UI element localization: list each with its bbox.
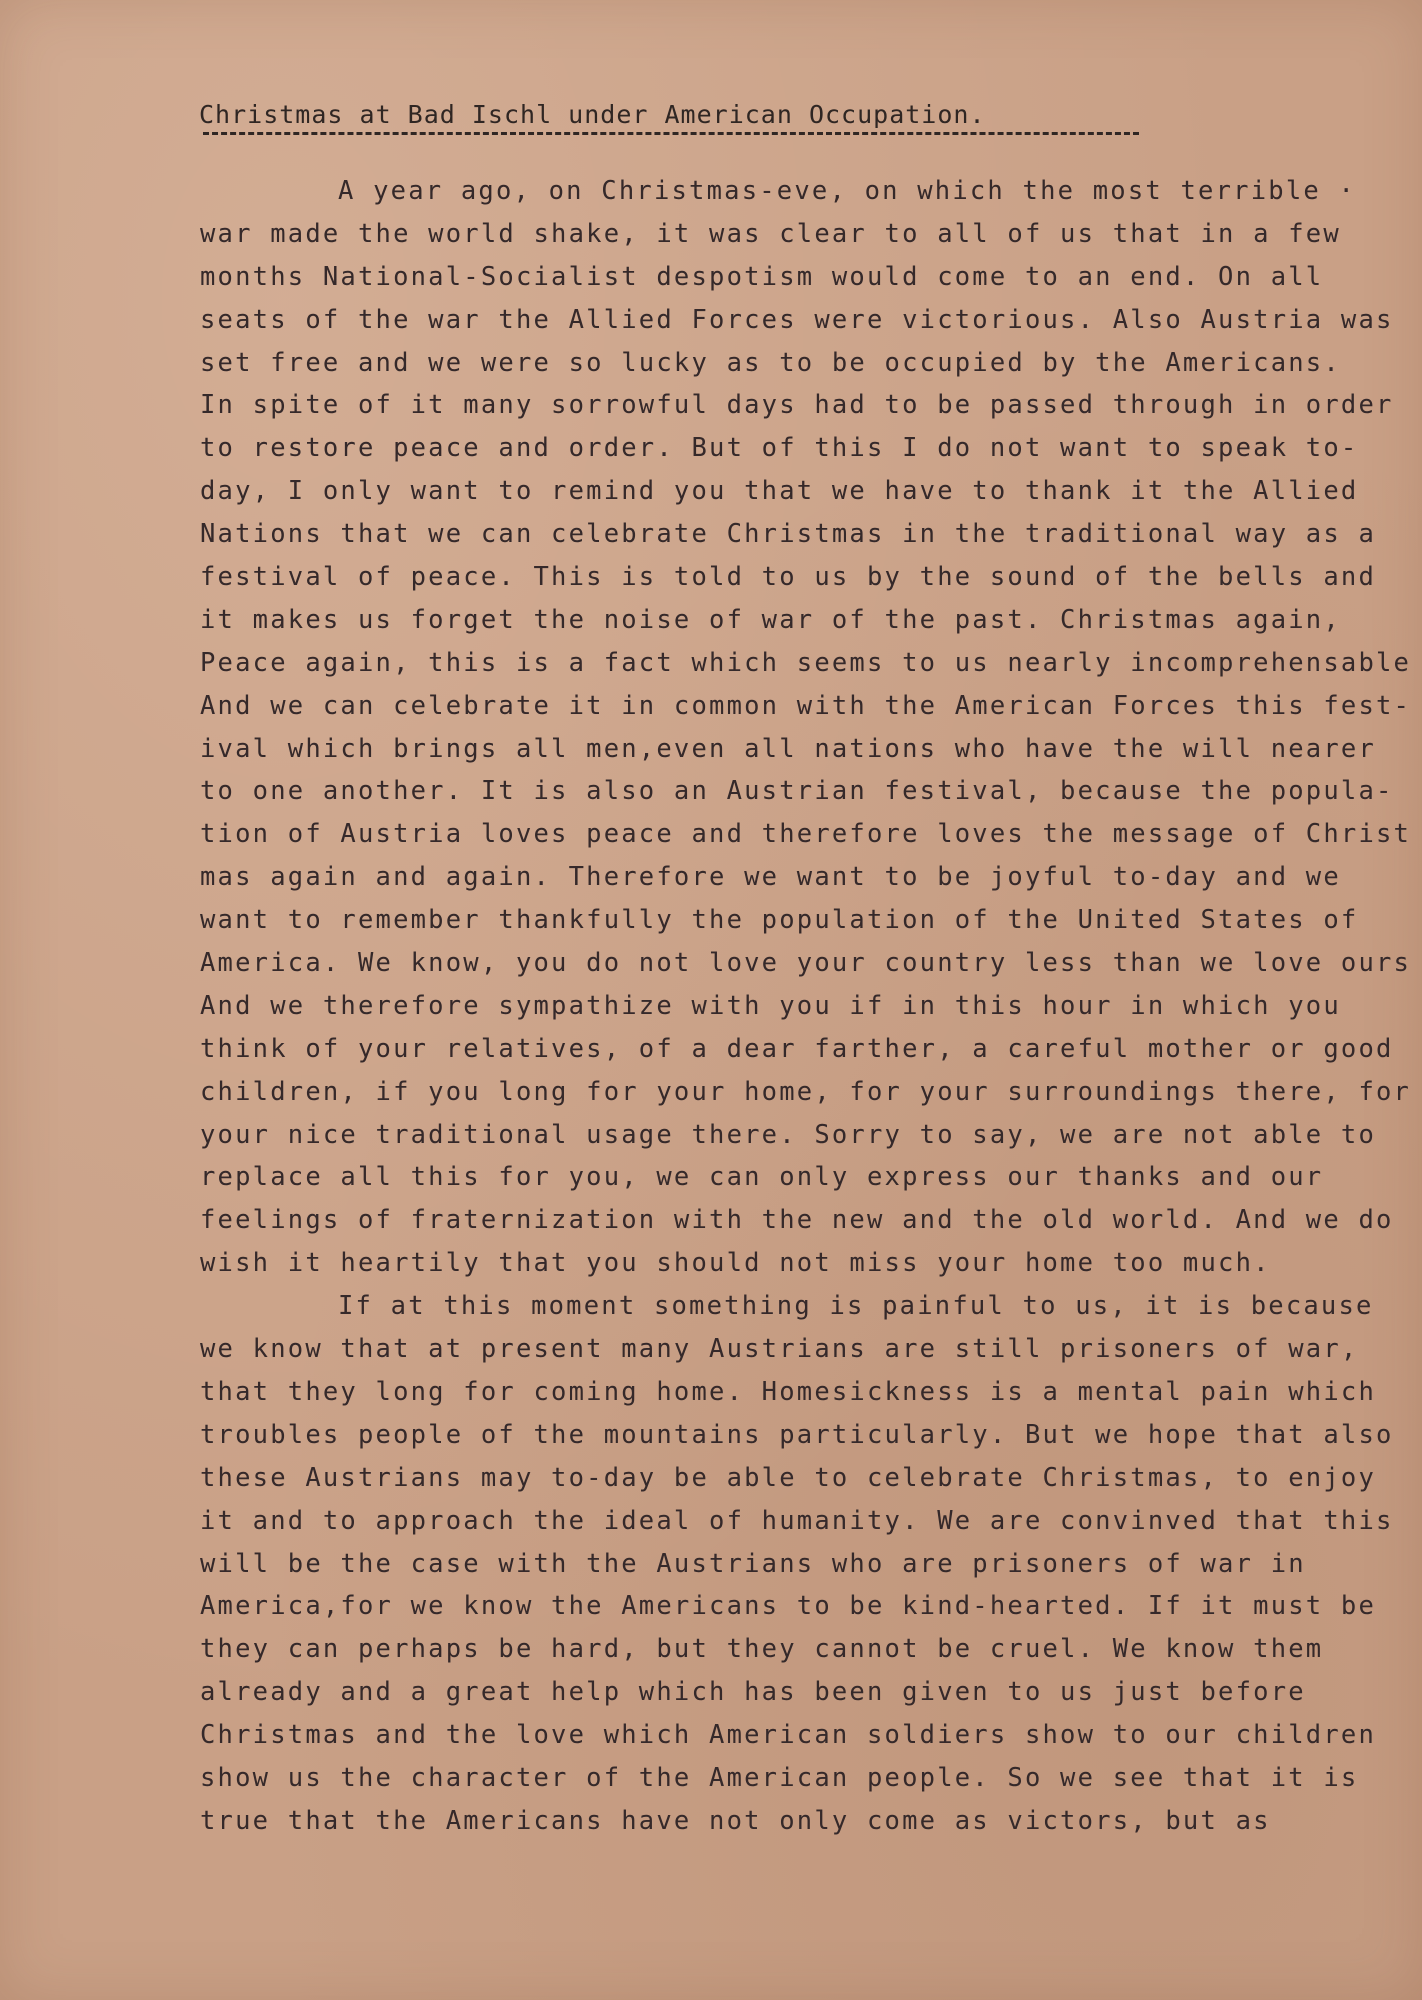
text-line: already and a great help which has been given to us just before xyxy=(200,1677,1306,1708)
text-line: they can perhaps be hard, but they cannot be cruel. We know them xyxy=(200,1634,1324,1665)
text-line: your nice traditional usage there. Sorry to say, we are not able to xyxy=(200,1119,1377,1150)
text-line: replace all this for you, we can only express our thanks and our xyxy=(200,1162,1324,1193)
text-line: set free and we were so lucky as to be occupied by the Americans. xyxy=(200,347,1341,378)
text-line: tion of Austria loves peace and therefore loves the message of Christ xyxy=(200,819,1412,850)
text-line: day, I only want to remind you that we have to thank it the Allied xyxy=(200,476,1359,507)
text-line: want to remember thankfully the population of the United States of xyxy=(200,905,1359,936)
text-line: troubles people of the mountains particularly. But we hope that also xyxy=(200,1419,1394,1450)
text-line: Nations that we can celebrate Christmas in the traditional way as a xyxy=(200,519,1377,550)
text-line: think of your relatives, of a dear farther, a careful mother or good xyxy=(200,1033,1394,1064)
text-line: it and to approach the ideal of humanity. We are convinved that this xyxy=(200,1505,1394,1536)
text-line: we know that at present many Austrians are still prisoners of war, xyxy=(200,1334,1359,1365)
text-line: Christmas and the love which American soldiers show to our children xyxy=(200,1720,1377,1751)
document-body xyxy=(200,170,1410,1843)
text-line: will be the case with the Austrians who are prisoners of war in xyxy=(200,1548,1306,1579)
text-line: ival which brings all men,even all nations who have the will nearer xyxy=(200,733,1377,764)
text-line: children, if you long for your home, for your surroundings there, for xyxy=(200,1076,1412,1107)
text-line: If at this moment something is painful to us, it is because xyxy=(338,1291,1374,1322)
text-line: And we therefore sympathize with you if in this hour in which you xyxy=(200,990,1341,1021)
text-line: festival of peace. This is told to us by the sound of the bells and xyxy=(200,562,1377,593)
text-line: wish it heartily that you should not miss your home too much. xyxy=(200,1248,1271,1279)
text-line: In spite of it many sorrowful days had to be passed through in order xyxy=(200,390,1394,421)
text-line: these Austrians may to-day be able to celebrate Christmas, to enjoy xyxy=(200,1462,1377,1493)
text-line: Peace again, this is a fact which seems to us nearly incomprehensable xyxy=(200,647,1412,678)
text-line: it makes us forget the noise of war of the past. Christmas again, xyxy=(200,604,1341,635)
text-line: to one another. It is also an Austrian festival, because the popula- xyxy=(200,776,1394,807)
text-line: that they long for coming home. Homesickness is a mental pain which xyxy=(200,1376,1377,1407)
text-line: America,for we know the Americans to be kind-hearted. If it must be xyxy=(200,1591,1377,1622)
text-line: show us the character of the American people. So we see that it is xyxy=(200,1762,1359,1793)
text-line: to restore peace and order. But of this I do not want to speak to- xyxy=(200,433,1359,464)
text-line: And we can celebrate it in common with the American Forces this fest- xyxy=(200,690,1412,721)
title-underline xyxy=(203,132,1139,135)
text-line: mas again and again. Therefore we want to be joyful to-day and we xyxy=(200,862,1341,893)
text-line: America. We know, you do not love your country less than we love ours xyxy=(200,948,1412,979)
text-line: A year ago, on Christmas-eve, on which the most terrible · xyxy=(338,176,1357,206)
text-line: feelings of fraternization with the new and the old world. And we do xyxy=(200,1205,1394,1236)
text-line: seats of the war the Allied Forces were victorious. Also Austria was xyxy=(200,304,1394,335)
document-title: Christmas at Bad Ischl under American Occupation. xyxy=(199,100,986,129)
text-line: war made the world shake, it was clear to all of us that in a few xyxy=(200,218,1341,249)
text-line: true that the Americans have not only come as victors, but as xyxy=(200,1805,1271,1836)
text-line: months National-Socialist despotism would come to an end. On all xyxy=(200,261,1324,292)
